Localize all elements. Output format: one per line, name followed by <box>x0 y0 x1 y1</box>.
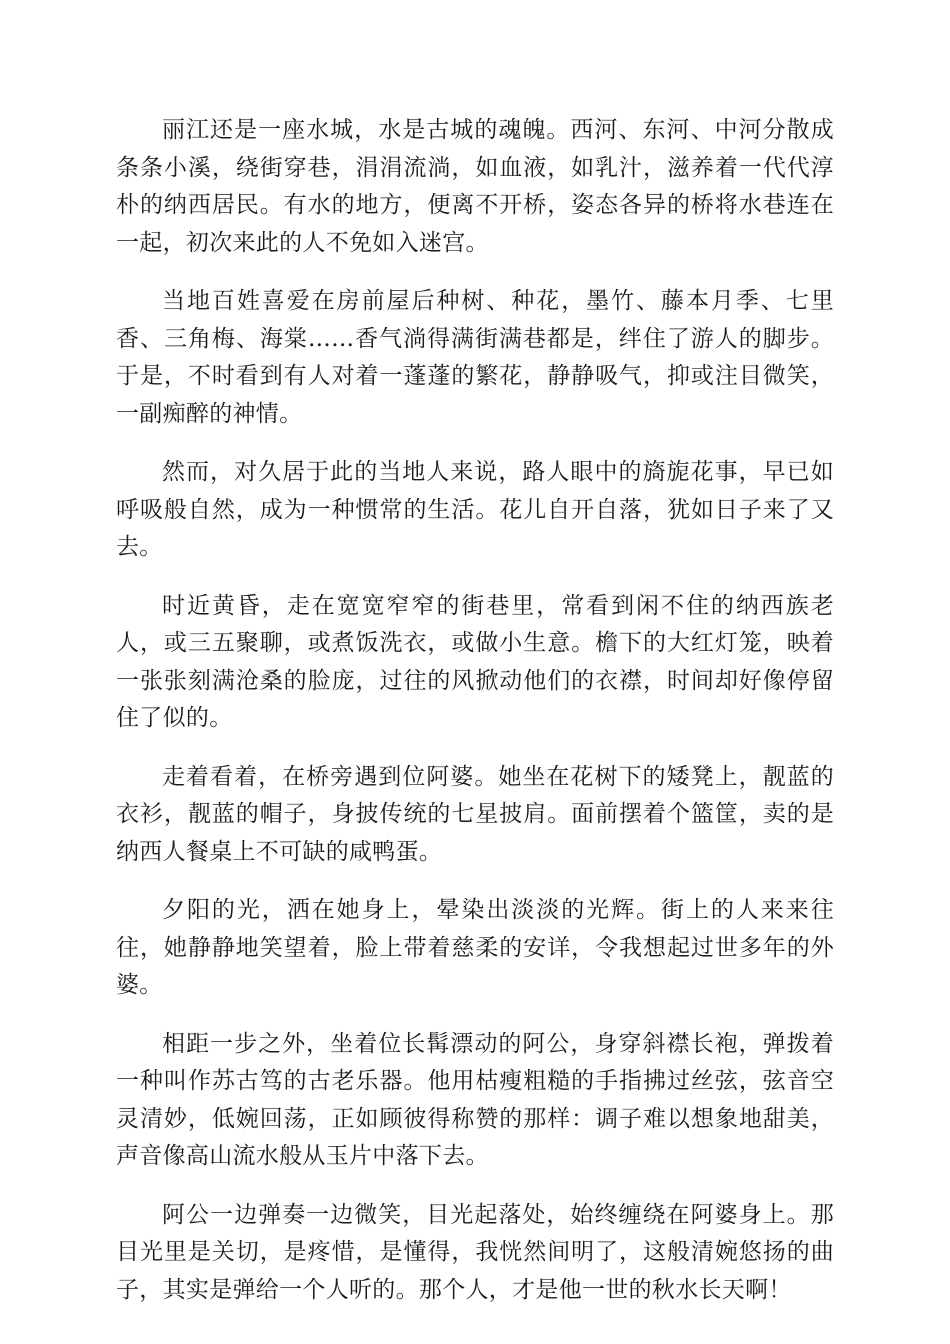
paragraph-7: 相距一步之外，坐着位长髯漂动的阿公，身穿斜襟长袍，弹拨着一种叫作苏古笃的古老乐器。他用枯瘦粗糙的手指拂过丝弦，弦音空灵清妙，低婉回荡，正如顾彼得称赞的那样：调子难以想象地甜美，声音像高山流水般从玉片中落下去。 <box>116 1030 834 1169</box>
paragraph-3: 然而，对久居于此的当地人来说，路人眼中的旖旎花事，早已如呼吸般自然，成为一种惯常的生活。花儿自开自落，犹如日子来了又去。 <box>116 459 834 560</box>
paragraph-6: 夕阳的光，洒在她身上，晕染出淡淡的光辉。街上的人来来往往，她静静地笑望着，脸上带着慈柔的安详，令我想起过世多年的外婆。 <box>116 897 834 998</box>
paragraph-5: 走着看着，在桥旁遇到位阿婆。她坐在花树下的矮凳上，靓蓝的衣衫，靓蓝的帽子，身披传统的七星披肩。面前摆着个篮筐，卖的是纳西人餐桌上不可缺的咸鸭蛋。 <box>116 763 834 865</box>
article-body <box>116 112 834 1330</box>
paragraph-8: 阿公一边弹奏一边微笑，目光起落处，始终缠绕在阿婆身上。那目光里是关切，是疼惜，是懂得，我恍然间明了，这般清婉悠扬的曲子，其实是弹给一个人听的。那个人，才是他一世的秋水长天啊！ <box>116 1201 834 1303</box>
paragraph-1: 丽江还是一座水城，水是古城的魂魄。西河、东河、中河分散成条条小溪，绕街穿巷，涓涓流淌，如血液，如乳汁，滋养着一代代淳朴的纳西居民。有水的地方，便离不开桥，姿态各异的桥将水巷连在一起，初次来此的人不免如入迷宫。 <box>116 117 834 256</box>
paragraph-2: 当地百姓喜爱在房前屋后种树、种花，墨竹、藤本月季、七里香、三角梅、海棠……香气淌得满街满巷都是，绊住了游人的脚步。于是，不时看到有人对着一蓬蓬的繁花，静静吸气，抑或注目微笑，一副痴醉的神情。 <box>116 288 834 427</box>
paragraph-4: 时近黄昏，走在宽宽窄窄的街巷里，常看到闲不住的纳西族老人，或三五聚聊，或煮饭洗衣，或做小生意。檐下的大红灯笼，映着一张张刻满沧桑的脸庞，过往的风掀动他们的衣襟，时间却好像停留住了似的。 <box>116 592 834 731</box>
